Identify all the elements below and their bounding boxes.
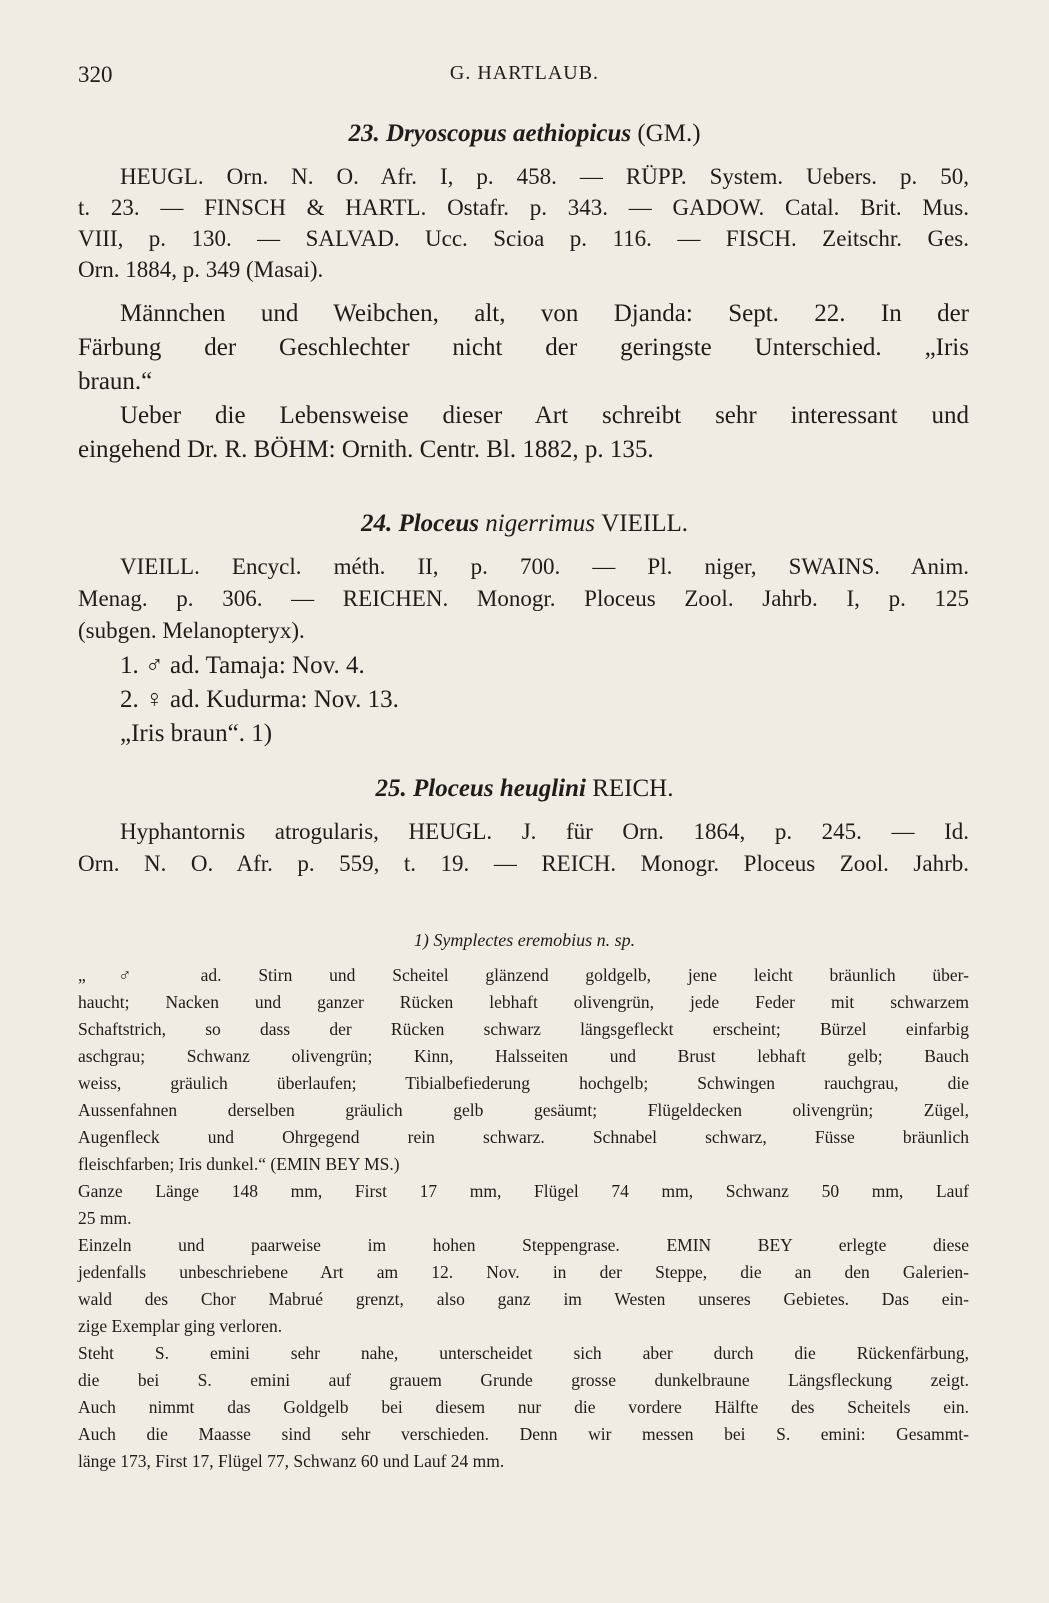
footnote-line: Augenfleck und Ohrgegend rein schwarz. Schnabel schwarz, Füsse bräunlich: [78, 1127, 969, 1147]
species-genus: Ploceus: [398, 510, 480, 537]
text-line: 1. ♂ ad. Tamaja: Nov. 4.: [120, 652, 365, 679]
footnote-line: wald des Chor Mabrué grenzt, also ganz im Westen unseres Gebietes. Das ein-: [78, 1289, 969, 1309]
footnote-line: jedenfalls unbeschriebene Art am 12. Nov. in der Steppe, die an den Galerien-: [78, 1262, 969, 1282]
species-heading-25: [78, 775, 971, 803]
species-epithet: nigerrimus: [485, 510, 595, 537]
footnote-line: aschgrau; Schwanz olivengrün; Kinn, Halsseiten und Brust lebhaft gelb; Bauch: [78, 1046, 969, 1066]
species-author: (GM.): [637, 120, 701, 147]
species-number: 23.: [348, 120, 380, 147]
footnote-line: Auch nimmt das Goldgelb bei diesem nur die vordere Hälfte des Scheitels ein.: [78, 1397, 969, 1417]
footnote-line: zige Exemplar ging verloren.: [78, 1316, 283, 1336]
footnote-line: 25 mm.: [78, 1208, 132, 1228]
page-header: [78, 62, 971, 92]
footnote-line: Steht S. emini sehr nahe, unterscheidet sich aber durch die Rückenfärbung,: [78, 1343, 969, 1363]
text-line: (subgen. Melanopteryx).: [78, 618, 305, 643]
footnote-line: länge 173, First 17, Flügel 77, Schwanz 60 und Lauf 24 mm.: [78, 1451, 505, 1471]
species-author: VIEILL.: [601, 510, 689, 537]
species-author: REICH.: [592, 775, 674, 802]
species-number: 24.: [360, 510, 393, 537]
footnote-line: fleischfarben; Iris dunkel.“ (EMIN BEY MS.): [78, 1154, 400, 1174]
text-line: Männchen und Weibchen, alt, von Djanda: Sept. 22. In der: [120, 300, 969, 327]
species-number: 25.: [375, 775, 407, 802]
text-line: VIEILL. Encycl. méth. II, p. 700. — Pl. niger, SWAINS. Anim.: [120, 554, 969, 579]
text-line: Ueber die Lebensweise dieser Art schreibt sehr interessant und: [120, 402, 969, 429]
footnote-line: haucht; Nacken und ganzer Rücken lebhaft olivengrün, jede Feder mit schwarzem: [78, 992, 969, 1012]
species-epithet: heuglini: [499, 775, 586, 802]
footnote-title: 1) Symplectes eremobius n. sp.: [413, 930, 636, 950]
text-line: Färbung der Geschlechter nicht der geringste Unterschied. „Iris: [78, 334, 969, 361]
footnote-line: Auch die Maasse sind sehr verschieden. Denn wir messen bei S. emini: Gesammt-: [78, 1424, 969, 1444]
text-line: t. 23. — FINSCH & HARTL. Ostafr. p. 343. — GADOW. Catal. Brit. Mus.: [78, 195, 969, 220]
species-heading-23: [78, 120, 971, 148]
footnote-line: weiss, gräulich überlaufen; Tibialbefiederung hochgelb; Schwingen rauchgrau, die: [78, 1073, 969, 1093]
text-line: Orn. N. O. Afr. p. 559, t. 19. — REICH. Monogr. Ploceus Zool. Jahrb.: [78, 851, 969, 876]
text-line: eingehend Dr. R. BÖHM: Ornith. Centr. Bl. 1882, p. 135.: [78, 436, 654, 463]
footnote-line: Einzeln und paarweise im hohen Steppengrase. EMIN BEY erlegte diese: [78, 1235, 969, 1255]
text-line: Hyphantornis atrogularis, HEUGL. J. für Orn. 1864, p. 245. — Id.: [120, 819, 969, 844]
species-genus: Ploceus: [413, 775, 494, 802]
species-epithet: aethiopicus: [513, 120, 632, 147]
page-number: 320: [78, 62, 113, 87]
footnote-line: die bei S. emini auf grauem Grunde grosse dunkelbraune Längsfleckung zeigt.: [78, 1370, 969, 1390]
text-line: braun.“: [78, 368, 153, 395]
text-line: HEUGL. Orn. N. O. Afr. I, p. 458. — RÜPP. System. Uebers. p. 50,: [120, 164, 969, 189]
footnote-line: Schaftstrich, so dass der Rücken schwarz längsgefleckt erscheint; Bürzel einfarbig: [78, 1019, 969, 1039]
text-line: Menag. p. 306. — REICHEN. Monogr. Ploceus Zool. Jahrb. I, p. 125: [78, 586, 969, 611]
footnote-line: Ganze Länge 148 mm, First 17 mm, Flügel 74 mm, Schwanz 50 mm, Lauf: [78, 1181, 969, 1201]
text-line: „Iris braun“. 1): [120, 720, 273, 747]
text-line: Orn. 1884, p. 349 (Masai).: [78, 257, 324, 282]
text-line: 2. ♀ ad. Kudurma: Nov. 13.: [120, 686, 399, 713]
running-head: G. HARTLAUB.: [449, 62, 600, 84]
footnote-line: Aussenfahnen derselben gräulich gelb gesäumt; Flügeldecken olivengrün; Zügel,: [78, 1100, 969, 1120]
species-genus: Dryoscopus: [385, 120, 507, 147]
species-heading-24: [78, 510, 971, 538]
text-line: VIII, p. 130. — SALVAD. Ucc. Scioa p. 116. — FISCH. Zeitschr. Ges.: [78, 226, 969, 251]
footnote-line: „♂ ad. Stirn und Scheitel glänzend goldgelb, jene leicht bräunlich über-: [78, 965, 969, 985]
